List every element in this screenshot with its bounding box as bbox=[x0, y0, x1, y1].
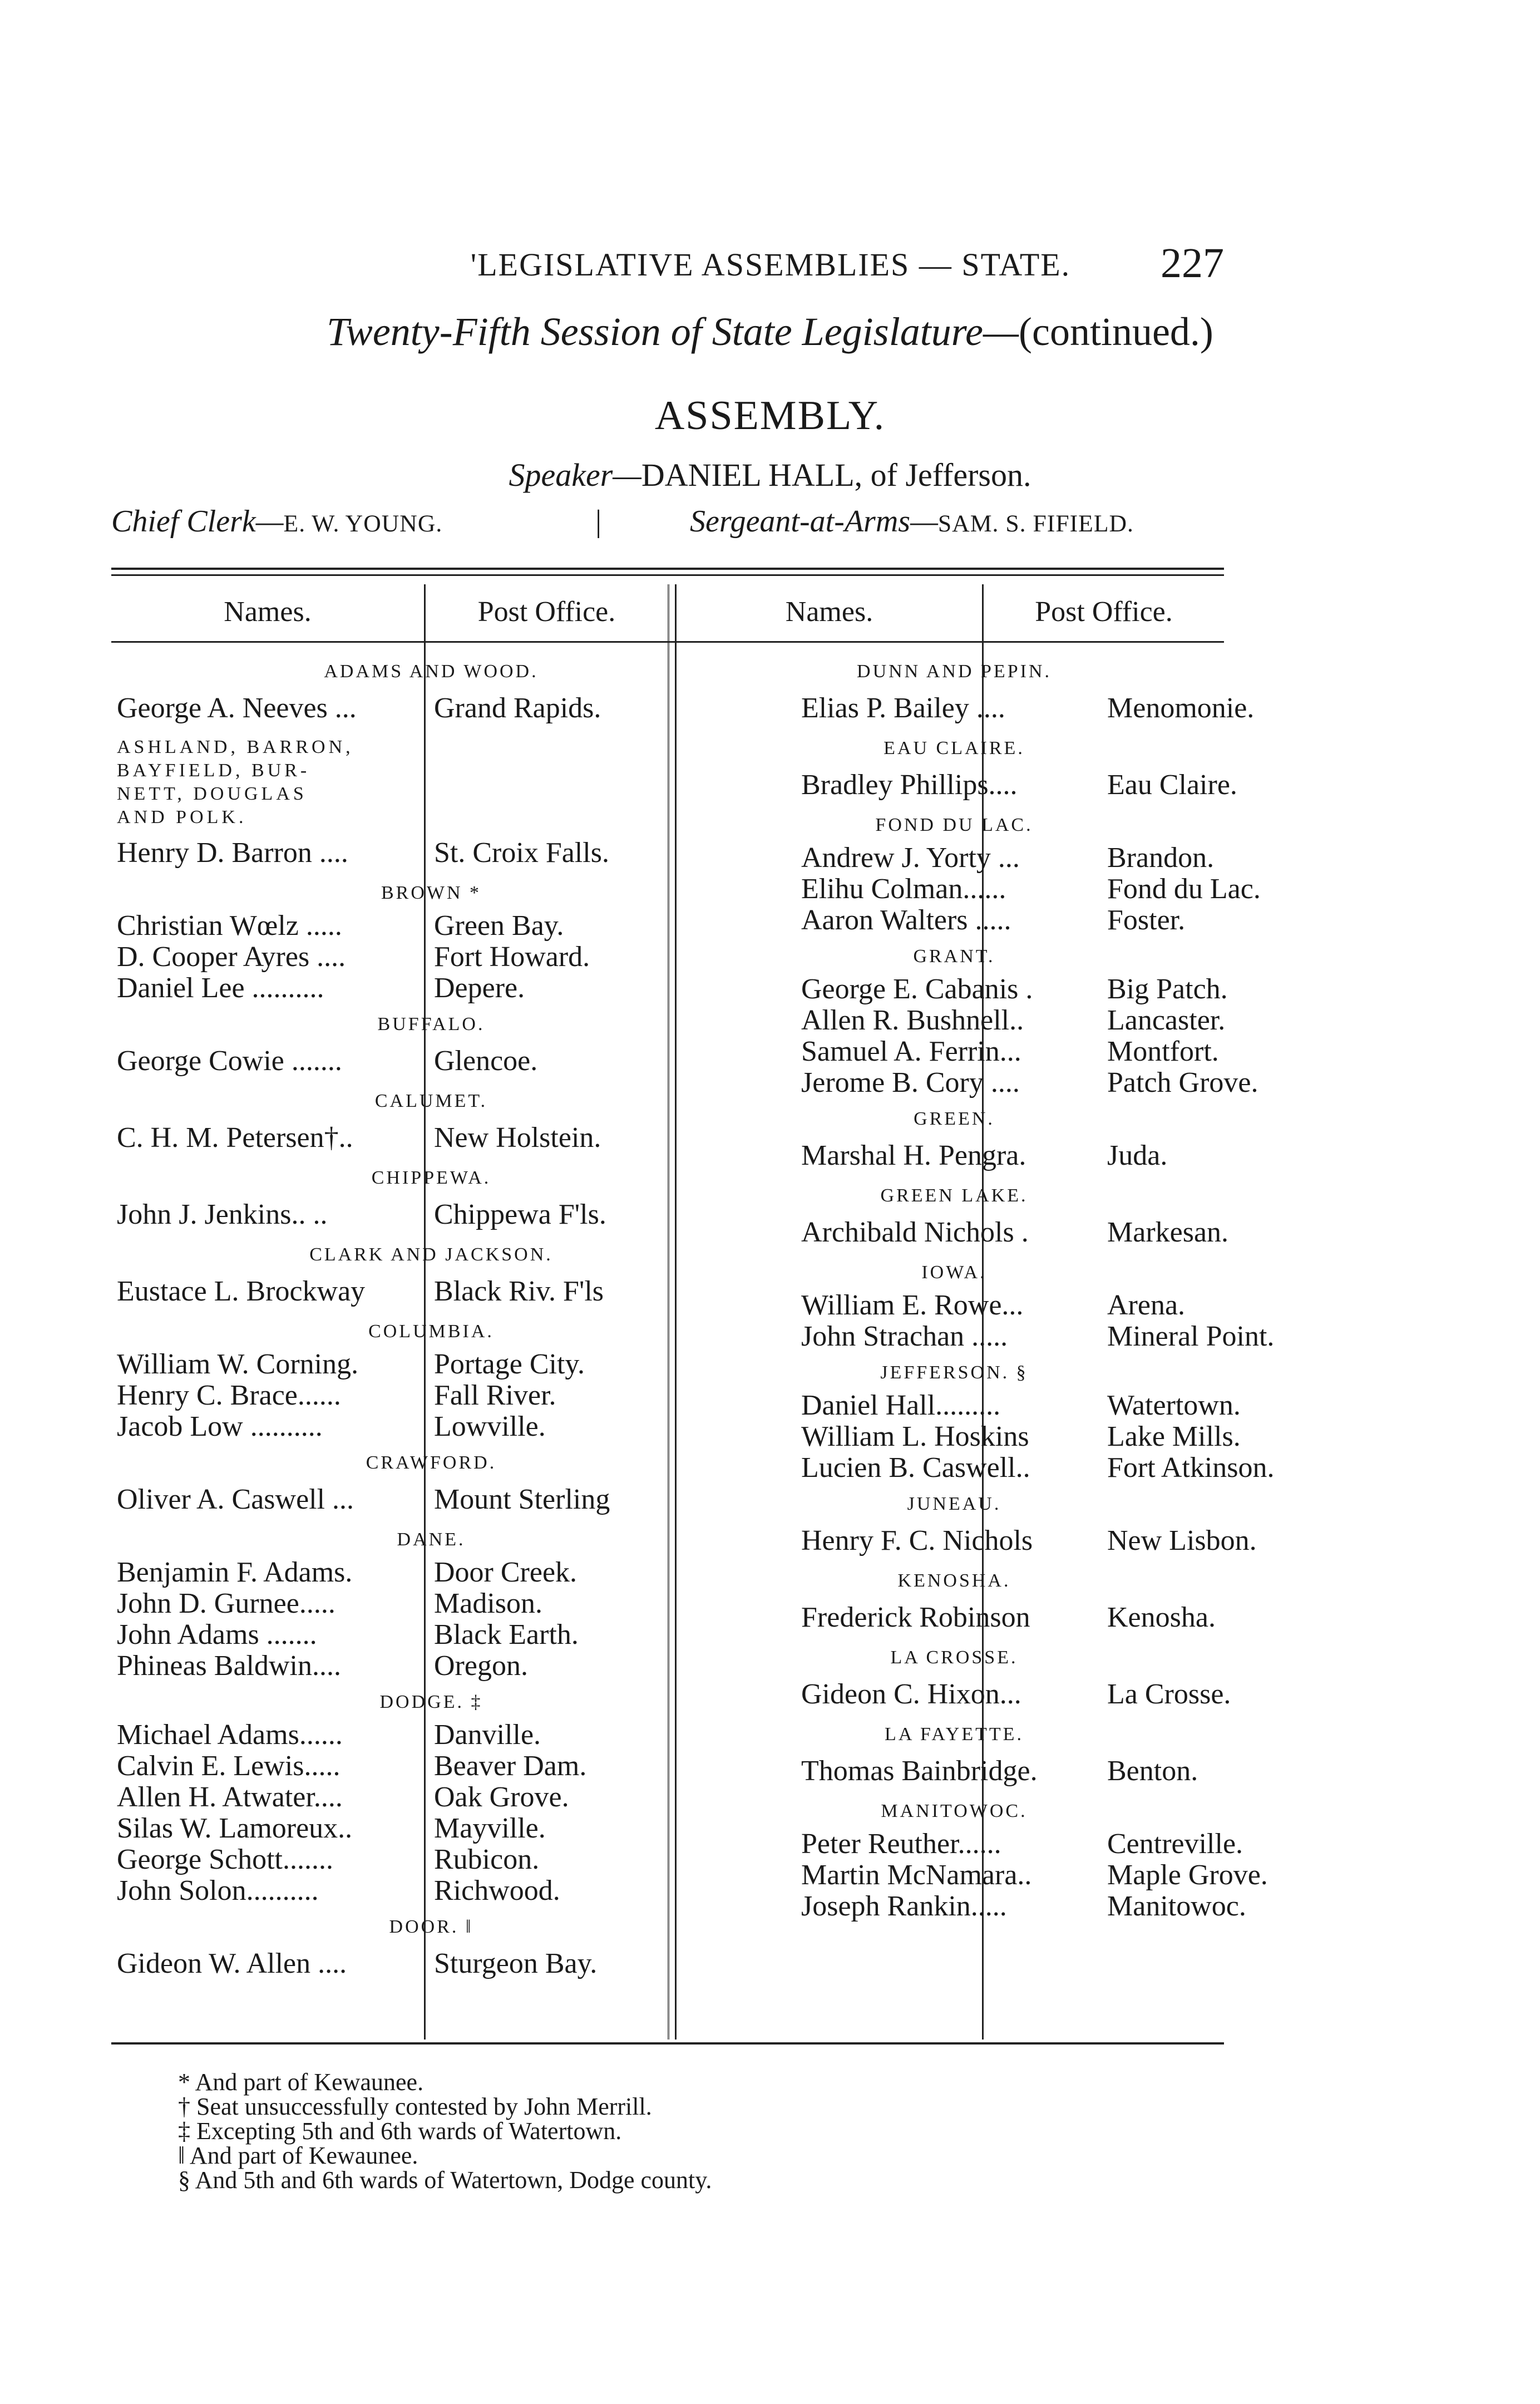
member-row bbox=[684, 1067, 1258, 1098]
member-row bbox=[684, 1290, 1224, 1321]
county-block bbox=[684, 1098, 1224, 1175]
county-name-line: BAYFIELD, BUR- bbox=[117, 760, 310, 781]
member-row bbox=[111, 942, 751, 973]
member-name: Daniel Lee .......... bbox=[117, 972, 324, 1004]
post-office: Lancaster. bbox=[1107, 1004, 1226, 1036]
county-name: JUNEAU. bbox=[907, 1494, 1001, 1514]
post-office: Lake Mills. bbox=[1107, 1421, 1241, 1452]
member-row bbox=[684, 1036, 1224, 1067]
county-block bbox=[111, 1907, 751, 1983]
member-name: Silas W. Lamoreux.. bbox=[117, 1812, 353, 1844]
footnote: ‖ And part of Kewaunee. bbox=[178, 2142, 418, 2169]
col-header-post-office: Post Office. bbox=[477, 596, 616, 628]
col-header-names: Names. bbox=[785, 596, 873, 628]
post-office: Markesan. bbox=[1107, 1216, 1229, 1248]
member-row bbox=[684, 1598, 1224, 1637]
member-row bbox=[111, 1557, 751, 1588]
member-name: William E. Rowe... bbox=[801, 1289, 1024, 1321]
county-block bbox=[684, 1484, 1257, 1560]
post-office: Watertown. bbox=[1107, 1390, 1241, 1421]
member-row bbox=[111, 689, 751, 728]
member-row bbox=[111, 1813, 751, 1844]
post-office: Black Earth. bbox=[434, 1619, 579, 1651]
member-name: Eustace L. Brockway bbox=[117, 1275, 366, 1307]
speaker-line bbox=[0, 456, 1540, 494]
col-header-names: Names. bbox=[224, 596, 312, 628]
county-block bbox=[111, 1311, 751, 1442]
county-name: CLARK AND JACKSON. bbox=[309, 1244, 553, 1265]
col-header-post-office: Post Office. bbox=[1035, 596, 1173, 628]
member-name: Oliver A. Caswell ... bbox=[117, 1484, 354, 1515]
member-row bbox=[684, 1452, 1275, 1484]
member-name: Gideon W. Allen .... bbox=[117, 1948, 347, 1979]
table-rule bbox=[111, 574, 1224, 576]
member-row bbox=[111, 1380, 751, 1411]
member-row bbox=[111, 1042, 751, 1081]
member-row bbox=[111, 1751, 751, 1782]
chief-clerk bbox=[111, 504, 442, 539]
member-name: Bradley Phillips.... bbox=[801, 769, 1018, 801]
member-row bbox=[111, 1411, 751, 1442]
footnote: ‡ Excepting 5th and 6th wards of Watertown. bbox=[178, 2117, 622, 2145]
left-column bbox=[111, 651, 751, 1983]
post-office: Fort Atkinson. bbox=[1107, 1452, 1275, 1484]
post-office: Eau Claire. bbox=[1107, 769, 1237, 801]
county-block bbox=[111, 728, 751, 873]
sergeant-label: Sergeant-at-Arms— bbox=[690, 504, 938, 539]
member-name: Andrew J. Yorty ... bbox=[801, 842, 1020, 874]
county-block bbox=[684, 1175, 1229, 1252]
post-office: Glencoe. bbox=[434, 1045, 538, 1077]
right-column bbox=[684, 651, 1275, 1922]
member-row bbox=[111, 1588, 751, 1619]
county-name: GREEN LAKE. bbox=[880, 1185, 1028, 1206]
page-header bbox=[317, 239, 1224, 295]
county-name: IOWA. bbox=[921, 1262, 987, 1283]
county-block bbox=[684, 1637, 1231, 1714]
member-row bbox=[111, 910, 751, 942]
member-name: Gideon C. Hixon... bbox=[801, 1678, 1021, 1710]
member-row bbox=[111, 1119, 751, 1157]
member-row bbox=[111, 1944, 751, 1983]
post-office: Oregon. bbox=[434, 1650, 528, 1682]
member-name: Thomas Bainbridge. bbox=[801, 1755, 1038, 1787]
member-name: William L. Hoskins bbox=[801, 1421, 1029, 1452]
officers-line bbox=[111, 504, 1224, 548]
member-name: Michael Adams...... bbox=[117, 1719, 343, 1751]
section-heading: ASSEMBLY. bbox=[654, 393, 886, 439]
member-row bbox=[111, 1844, 751, 1875]
member-name: Elihu Colman...... bbox=[801, 873, 1006, 905]
member-name: Christian Wœlz ..... bbox=[117, 910, 342, 942]
post-office: Green Bay. bbox=[434, 910, 564, 942]
post-office: Patch Grove. bbox=[1107, 1067, 1258, 1098]
member-name: Henry F. C. Nichols bbox=[801, 1525, 1033, 1556]
member-row bbox=[111, 1782, 751, 1813]
county-name: BUFFALO. bbox=[377, 1014, 485, 1034]
county-name: GREEN. bbox=[914, 1109, 995, 1129]
member-row bbox=[684, 905, 1224, 936]
post-office: Madison. bbox=[434, 1588, 542, 1619]
footnote: † Seat unsuccessfully contested by John Merrill. bbox=[178, 2093, 652, 2120]
county-name: JEFFERSON. § bbox=[880, 1362, 1028, 1383]
post-office: Montfort. bbox=[1107, 1036, 1219, 1067]
post-office: Fond du Lac. bbox=[1107, 873, 1261, 905]
post-office: Grand Rapids. bbox=[434, 692, 601, 724]
member-row bbox=[111, 1720, 751, 1751]
county-block bbox=[111, 1682, 751, 1907]
speaker-label: Speaker— bbox=[509, 457, 641, 493]
footnotes bbox=[178, 2070, 1179, 2193]
member-row bbox=[111, 1272, 751, 1311]
county-block bbox=[684, 651, 1255, 728]
member-name: C. H. M. Petersen†.. bbox=[117, 1122, 353, 1154]
county-name: MANITOWOC. bbox=[881, 1801, 1028, 1821]
county-name: DANE. bbox=[397, 1529, 466, 1550]
member-name: John J. Jenkins.. .. bbox=[117, 1199, 328, 1230]
member-name: John Strachan ..... bbox=[801, 1321, 1008, 1352]
post-office: Fall River. bbox=[434, 1380, 556, 1411]
post-office: Danville. bbox=[434, 1719, 541, 1751]
sergeant-name: SAM. S. FIFIELD. bbox=[937, 510, 1134, 537]
county-name: DODGE. ‡ bbox=[379, 1692, 483, 1712]
county-name: CALUMET. bbox=[374, 1091, 488, 1111]
county-name: BROWN * bbox=[381, 883, 482, 903]
member-row bbox=[111, 1195, 751, 1234]
sergeant-at-arms bbox=[690, 504, 1134, 539]
member-row bbox=[684, 1675, 1231, 1714]
session-subtitle bbox=[0, 309, 1540, 355]
county-name: CRAWFORD. bbox=[366, 1452, 497, 1473]
member-row bbox=[111, 1349, 751, 1380]
footnote: * And part of Kewaunee. bbox=[178, 2068, 424, 2096]
post-office: Menomonie. bbox=[1107, 692, 1255, 724]
post-office: Fort Howard. bbox=[434, 941, 590, 973]
member-name: Lucien B. Caswell.. bbox=[801, 1452, 1030, 1484]
member-row bbox=[684, 1421, 1241, 1452]
member-row bbox=[111, 1651, 751, 1682]
post-office: Chippewa F'ls. bbox=[434, 1199, 606, 1230]
post-office: Door Creek. bbox=[434, 1556, 578, 1588]
county-name: GRANT. bbox=[913, 946, 995, 967]
county-block bbox=[684, 728, 1237, 805]
member-row bbox=[684, 1890, 1246, 1922]
member-row bbox=[684, 1828, 1243, 1860]
member-name: Archibald Nichols . bbox=[801, 1216, 1029, 1248]
county-block bbox=[684, 1252, 1275, 1352]
post-office: Benton. bbox=[1107, 1755, 1198, 1787]
county-block bbox=[111, 1442, 751, 1519]
member-name: Benjamin F. Adams. bbox=[117, 1556, 353, 1588]
post-office: Rubicon. bbox=[434, 1844, 540, 1875]
member-name: Marshal H. Pengra. bbox=[801, 1140, 1026, 1171]
county-block bbox=[684, 1352, 1275, 1484]
county-block bbox=[111, 1081, 751, 1157]
member-name: George Cowie ....... bbox=[117, 1045, 342, 1077]
member-name: Henry C. Brace...... bbox=[117, 1380, 341, 1411]
member-name: William W. Corning. bbox=[117, 1348, 359, 1380]
post-office: Big Patch. bbox=[1107, 973, 1228, 1005]
county-name bbox=[111, 728, 751, 834]
member-row bbox=[684, 689, 1255, 728]
post-office: Mayville. bbox=[434, 1812, 546, 1844]
member-row bbox=[684, 873, 1261, 905]
post-office: St. Croix Falls. bbox=[434, 837, 609, 869]
member-row bbox=[111, 834, 751, 873]
county-block bbox=[684, 936, 1258, 1098]
county-name: KENOSHA. bbox=[897, 1570, 1011, 1591]
county-name: LA CROSSE. bbox=[890, 1647, 1018, 1668]
member-name: Joseph Rankin..... bbox=[801, 1890, 1007, 1922]
county-name-line: AND POLK. bbox=[117, 807, 247, 827]
member-row bbox=[684, 1521, 1257, 1560]
assembly-table bbox=[111, 568, 1275, 2048]
member-row bbox=[684, 1213, 1229, 1252]
member-row bbox=[684, 1390, 1241, 1421]
table-rule bbox=[111, 2042, 1224, 2045]
member-name: George E. Cabanis . bbox=[801, 973, 1033, 1005]
member-name: Henry D. Barron .... bbox=[117, 837, 348, 869]
page-number: 227 bbox=[1161, 240, 1224, 287]
subtitle-continued: (continued.) bbox=[1019, 309, 1213, 354]
county-name: DOOR. ‖ bbox=[389, 1917, 473, 1937]
member-name: John Adams ....... bbox=[117, 1619, 317, 1651]
post-office: Arena. bbox=[1107, 1289, 1186, 1321]
speaker-text: DANIEL HALL, of Jefferson. bbox=[641, 457, 1031, 493]
post-office: New Lisbon. bbox=[1107, 1525, 1257, 1556]
county-block bbox=[111, 1157, 751, 1234]
member-name: Martin McNamara.. bbox=[801, 1859, 1032, 1891]
member-row bbox=[684, 1752, 1224, 1791]
county-name: EAU CLAIRE. bbox=[883, 738, 1025, 758]
member-name: Allen R. Bushnell.. bbox=[801, 1004, 1024, 1036]
county-block bbox=[111, 873, 751, 1004]
post-office: Centreville. bbox=[1107, 1828, 1243, 1860]
post-office: Black Riv. F'ls bbox=[434, 1275, 604, 1307]
post-office: Foster. bbox=[1107, 904, 1186, 936]
county-block bbox=[684, 1791, 1268, 1922]
member-name: Peter Reuther...... bbox=[801, 1828, 1001, 1860]
county-name: ADAMS AND WOOD. bbox=[324, 661, 539, 682]
running-head: 'LEGISLATIVE ASSEMBLIES — STATE. bbox=[470, 247, 1071, 283]
post-office: Oak Grove. bbox=[434, 1781, 569, 1813]
member-name: Samuel A. Ferrin... bbox=[801, 1036, 1021, 1067]
member-name: George A. Neeves ... bbox=[117, 692, 357, 724]
post-office: Portage City. bbox=[434, 1348, 585, 1380]
county-name: DUNN AND PEPIN. bbox=[857, 661, 1052, 682]
clerk-label: Chief Clerk— bbox=[111, 504, 284, 539]
county-block bbox=[111, 1234, 751, 1311]
member-row bbox=[111, 1875, 751, 1907]
member-row bbox=[684, 766, 1237, 805]
post-office: Richwood. bbox=[434, 1875, 560, 1907]
member-name: Elias P. Bailey .... bbox=[801, 692, 1005, 724]
county-name-line: NETT, DOUGLAS bbox=[117, 784, 307, 804]
member-row bbox=[111, 1619, 751, 1651]
member-name: Calvin E. Lewis..... bbox=[117, 1750, 340, 1782]
member-name: Jerome B. Cory .... bbox=[801, 1067, 1020, 1098]
member-name: Jacob Low .......... bbox=[117, 1411, 323, 1442]
table-rule bbox=[111, 568, 1224, 570]
county-block bbox=[684, 1714, 1224, 1791]
county-block bbox=[111, 651, 751, 728]
member-name: John Solon.......... bbox=[117, 1875, 319, 1907]
member-name: Allen H. Atwater.... bbox=[117, 1781, 343, 1813]
post-office: Kenosha. bbox=[1107, 1602, 1216, 1633]
member-name: Frederick Robinson bbox=[801, 1602, 1030, 1633]
subtitle-italic: Twenty-Fifth Session of State Legislature— bbox=[327, 309, 1019, 354]
member-row bbox=[111, 973, 751, 1004]
post-office: La Crosse. bbox=[1107, 1678, 1231, 1710]
county-name: FOND DU LAC. bbox=[875, 815, 1033, 835]
clerk-name: E. W. YOUNG. bbox=[283, 510, 443, 537]
post-office: Depere. bbox=[434, 972, 525, 1004]
post-office: Sturgeon Bay. bbox=[434, 1948, 598, 1979]
county-name: COLUMBIA. bbox=[368, 1321, 494, 1342]
member-name: Aaron Walters ..... bbox=[801, 904, 1011, 936]
post-office: Maple Grove. bbox=[1107, 1859, 1268, 1891]
post-office: Juda. bbox=[1107, 1140, 1168, 1171]
post-office: Manitowoc. bbox=[1107, 1890, 1246, 1922]
post-office: Mount Sterling bbox=[434, 1484, 610, 1515]
county-name-line: ASHLAND, BARRON, bbox=[117, 737, 354, 757]
member-row bbox=[684, 843, 1224, 874]
member-row bbox=[111, 1480, 751, 1519]
county-block bbox=[684, 1560, 1224, 1637]
member-row bbox=[684, 1859, 1268, 1891]
member-name: D. Cooper Ayres .... bbox=[117, 941, 346, 973]
member-row bbox=[684, 973, 1228, 1005]
county-name: LA FAYETTE. bbox=[885, 1724, 1024, 1745]
member-row bbox=[684, 1136, 1224, 1175]
county-block bbox=[684, 805, 1261, 936]
post-office: Beaver Dam. bbox=[434, 1750, 587, 1782]
post-office: New Holstein. bbox=[434, 1122, 601, 1154]
footnote: § And 5th and 6th wards of Watertown, Dodge county. bbox=[178, 2166, 712, 2194]
county-name: CHIPPEWA. bbox=[371, 1167, 491, 1188]
member-name: Phineas Baldwin.... bbox=[117, 1650, 341, 1682]
member-name: John D. Gurnee..... bbox=[117, 1588, 335, 1619]
post-office: Mineral Point. bbox=[1107, 1321, 1275, 1352]
member-row bbox=[684, 1005, 1224, 1036]
member-name: Daniel Hall......... bbox=[801, 1390, 1001, 1421]
officers-divider: | bbox=[595, 504, 602, 539]
county-block bbox=[111, 1004, 751, 1081]
member-row bbox=[684, 1321, 1275, 1352]
post-office: Lowville. bbox=[434, 1411, 546, 1442]
county-block bbox=[111, 1519, 751, 1682]
post-office: Brandon. bbox=[1107, 842, 1215, 874]
member-name: George Schott....... bbox=[117, 1844, 333, 1875]
